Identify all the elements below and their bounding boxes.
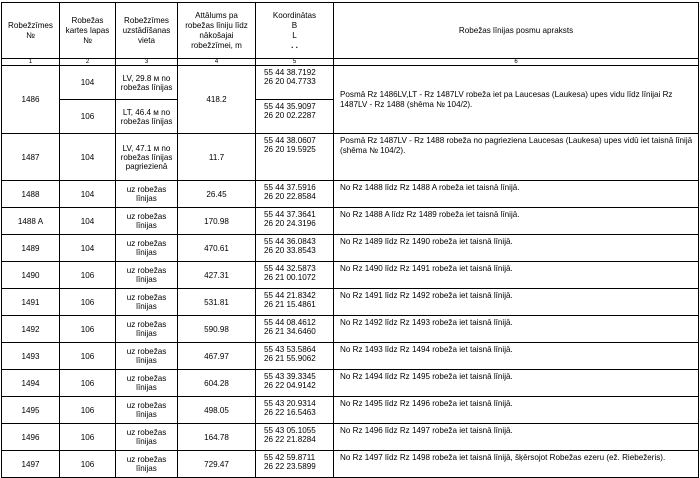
coord-l: 26 20 04.7733	[264, 77, 316, 86]
map-sheet: 104	[60, 235, 116, 262]
col-number: 1	[2, 59, 60, 66]
map-sheet: 104	[60, 208, 116, 235]
coord-l: 26 20 02.2287	[264, 111, 316, 120]
coord-b: 55 43 39.3345	[264, 372, 316, 381]
distance: 498.05	[178, 397, 256, 424]
marker-id: 1488	[2, 181, 60, 208]
map-sheet: 106	[60, 262, 116, 289]
coord-header-l: L	[292, 30, 297, 40]
table-row	[2, 262, 699, 289]
coord-l: 26 21 34.6460	[264, 327, 316, 336]
header-marker-number: Robežzīmes №	[2, 3, 60, 59]
distance: 590.98	[178, 316, 256, 343]
coord-b: 55 44 38.7192	[264, 68, 316, 77]
segment-description: No Rz 1488 līdz Rz 1488 A robeža iet taisnā līnijā.	[334, 181, 699, 208]
marker-id: 1493	[2, 343, 60, 370]
install-location: uz robežas līnijas	[116, 370, 178, 397]
map-sheet: 106	[60, 100, 116, 134]
header-install-location: Robežzīmes uzstādīšanas vieta	[116, 3, 178, 59]
segment-description: No Rz 1497 līdz Rz 1498 robeža iet taisnā līnijā, šķērsojot Robežas ezeru (ež. Riebežeris).	[334, 451, 699, 478]
map-sheet: 106	[60, 424, 116, 451]
distance: 418.2	[178, 66, 256, 134]
install-location: uz robežas līnijas	[116, 289, 178, 316]
coord-l: 26 22 21.8284	[264, 435, 316, 444]
distance: 467.97	[178, 343, 256, 370]
table-row	[2, 134, 699, 181]
distance: 729.47	[178, 451, 256, 478]
map-sheet: 104	[60, 66, 116, 100]
coord-l: 26 22 23.5899	[264, 462, 316, 471]
coordinates	[256, 397, 334, 424]
install-location: LV, 47.1 м no robežas līnijas pagriezienā	[116, 134, 178, 181]
coordinates	[256, 235, 334, 262]
coordinates	[256, 316, 334, 343]
coordinates	[256, 181, 334, 208]
install-location: uz robežas līnijas	[116, 262, 178, 289]
distance: 26.45	[178, 181, 256, 208]
marker-id: 1489	[2, 235, 60, 262]
table-row	[2, 235, 699, 262]
header-map-sheet: Robežas kartes lapas №	[60, 3, 116, 59]
coord-b: 55 43 20.9314	[264, 399, 316, 408]
coord-l: 26 20 24.3196	[264, 219, 316, 228]
distance: 164.78	[178, 424, 256, 451]
table-row	[2, 424, 699, 451]
table-row	[2, 343, 699, 370]
table-row	[2, 208, 699, 235]
install-location: uz robežas līnijas	[116, 316, 178, 343]
header-row	[2, 3, 699, 59]
segment-description: No Rz 1496 līdz Rz 1497 robeža iet taisnā līnijā.	[334, 424, 699, 451]
map-sheet: 104	[60, 181, 116, 208]
coord-b: 55 43 53.5864	[264, 345, 316, 354]
map-sheet: 106	[60, 289, 116, 316]
install-location: uz robežas līnijas	[116, 451, 178, 478]
coordinates	[256, 134, 334, 181]
header-coordinates	[256, 3, 334, 59]
coordinates	[256, 424, 334, 451]
table-row	[2, 397, 699, 424]
coord-l: 26 21 55.9062	[264, 354, 316, 363]
coord-b: 55 44 37.5916	[264, 183, 316, 192]
table-row	[2, 316, 699, 343]
map-sheet: 106	[60, 343, 116, 370]
coord-b: 55 43 05.1055	[264, 426, 316, 435]
coord-b: 55 44 35.9097	[264, 102, 316, 111]
segment-description: No Rz 1493 līdz Rz 1494 robeža iet taisnā līnijā.	[334, 343, 699, 370]
coord-b: 55 44 08.4612	[264, 318, 316, 327]
col-number: 2	[60, 59, 116, 66]
coord-l: 26 21 00.1072	[264, 273, 316, 282]
segment-description: No Rz 1490 līdz Rz 1491 robeža iet taisnā līnijā.	[334, 262, 699, 289]
segment-description: No Rz 1492 līdz Rz 1493 robeža iet taisnā līnijā.	[334, 316, 699, 343]
coord-l: 26 20 33.8543	[264, 246, 316, 255]
segment-description: No Rz 1495 līdz Rz 1496 robeža iet taisnā līnijā.	[334, 397, 699, 424]
coordinates	[256, 289, 334, 316]
marker-id: 1490	[2, 262, 60, 289]
header-description: Robežas līnijas posmu apraksts	[334, 3, 699, 59]
table-row	[2, 289, 699, 316]
table-row	[2, 370, 699, 397]
coord-header-b: B	[291, 20, 298, 30]
marker-id: 1495	[2, 397, 60, 424]
map-sheet: 106	[60, 397, 116, 424]
marker-id: 1488 A	[2, 208, 60, 235]
map-sheet: 106	[60, 370, 116, 397]
col-number: 5	[256, 59, 334, 66]
distance: 427.31	[178, 262, 256, 289]
segment-description: No Rz 1488 A līdz Rz 1489 robeža iet taisnā līnijā.	[334, 208, 699, 235]
marker-id: 1492	[2, 316, 60, 343]
install-location: uz robežas līnijas	[116, 208, 178, 235]
segment-description: No Rz 1491 līdz Rz 1492 robeža iet taisnā līnijā.	[334, 289, 699, 316]
segment-description: Posmā Rz 1487LV - Rz 1488 robeža no pagrieziena Laucesas (Laukesa) upes vidū iet taisnā līnijā (shēma № 104/2).	[334, 134, 699, 181]
coordinates	[256, 208, 334, 235]
marker-id: 1491	[2, 289, 60, 316]
coord-b: 55 42 59.8711	[264, 453, 316, 462]
map-sheet: 104	[60, 134, 116, 181]
map-sheet: 106	[60, 316, 116, 343]
coord-header-title: Koordinātas	[272, 10, 317, 20]
col-number: 6	[334, 59, 699, 66]
table-row	[2, 66, 699, 100]
coordinates	[256, 451, 334, 478]
coord-b: 55 44 21.8342	[264, 291, 316, 300]
header-distance: Attālums pa robežas līniju līdz nākošajai robežzīmei, m	[178, 3, 256, 59]
coord-l: 26 21 15.4861	[264, 300, 316, 309]
coordinates	[256, 370, 334, 397]
marker-id: 1497	[2, 451, 60, 478]
coord-b: 55 44 37.3641	[264, 210, 316, 219]
marker-id: 1487	[2, 134, 60, 181]
map-sheet: 106	[60, 451, 116, 478]
boundary-markers-table	[1, 2, 699, 478]
segment-description: No Rz 1489 līdz Rz 1490 robeža iet taisnā līnijā.	[334, 235, 699, 262]
col-number: 3	[116, 59, 178, 66]
coord-l: 26 22 16.5463	[264, 408, 316, 417]
distance: 531.81	[178, 289, 256, 316]
install-location: uz robežas līnijas	[116, 343, 178, 370]
coord-b: 55 44 38.0607	[264, 136, 316, 145]
distance: 170.98	[178, 208, 256, 235]
coordinates	[256, 100, 334, 134]
coord-header-dots: . .	[291, 40, 298, 50]
segment-description: Posmā Rz 1486LV,LT - Rz 1487LV robeža iet pa Laucesas (Laukesa) upes vidu līdz līnijai Rz 1487LV - Rz 1488 (shēma № 104/2).	[334, 66, 699, 134]
distance: 470.61	[178, 235, 256, 262]
coordinates	[256, 262, 334, 289]
coord-l: 26 20 19.5925	[264, 145, 316, 154]
install-location: uz robežas līnijas	[116, 397, 178, 424]
install-location: uz robežas līnijas	[116, 235, 178, 262]
coordinates	[256, 343, 334, 370]
coord-l: 26 20 22.8584	[264, 192, 316, 201]
install-location: LV, 29.8 м no robežas līnijas	[116, 66, 178, 100]
distance: 11.7	[178, 134, 256, 181]
table-row	[2, 181, 699, 208]
coord-b: 55 44 32.5873	[264, 264, 316, 273]
distance: 604.28	[178, 370, 256, 397]
col-number: 4	[178, 59, 256, 66]
install-location: uz robežas līnijas	[116, 181, 178, 208]
coord-b: 55 44 36.0843	[264, 237, 316, 246]
marker-id: 1486	[2, 66, 60, 134]
marker-id: 1496	[2, 424, 60, 451]
table-row	[2, 451, 699, 478]
column-number-row	[2, 59, 699, 66]
coord-l: 26 22 04.9142	[264, 381, 316, 390]
install-location: LT, 46.4 м no robežas līnijas	[116, 100, 178, 134]
install-location: uz robežas līnijas	[116, 424, 178, 451]
segment-description: No Rz 1494 līdz Rz 1495 robeža iet taisnā līnijā.	[334, 370, 699, 397]
coordinates	[256, 66, 334, 100]
marker-id: 1494	[2, 370, 60, 397]
